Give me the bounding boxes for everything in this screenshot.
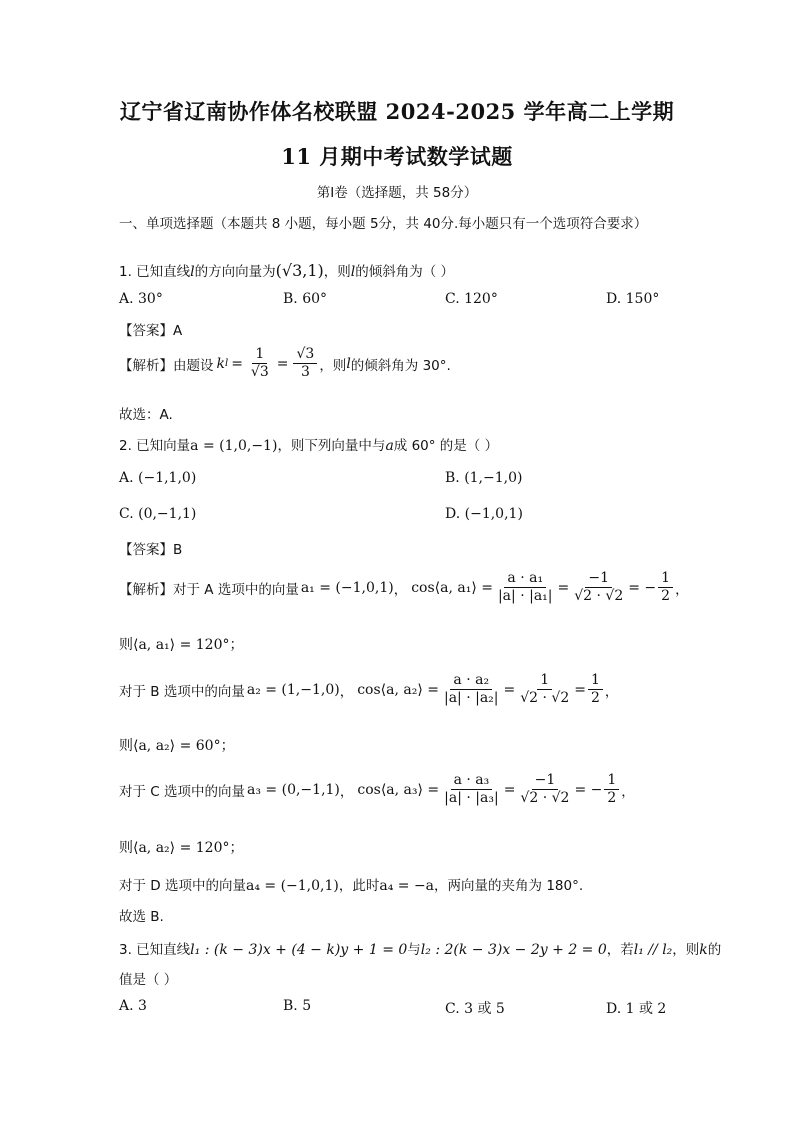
q2-stem-a: 2. 已知向量	[119, 438, 191, 454]
q2-stem-b: ，则下列向量中与	[277, 438, 386, 454]
q2-answer: 【答案】B	[119, 542, 183, 558]
q1-option-a: A. 30°	[119, 291, 163, 307]
q2-b-fraction-3: $\frac{1}{2}$	[588, 672, 603, 707]
q1-var-l: l	[190, 264, 195, 280]
q1-k: k	[216, 355, 225, 372]
q2-stem-c: 成 60° 的是（ ）	[393, 438, 499, 454]
q2-analysis-line-a: 【解析】 对于 A 选项中的向量 a₁ = (−1,0,1) ， cos⟨a, a₁⟩ = $\frac{\text{a · a₁}}{\text{|a| · |a₁|}}$ = $\frac{-1}{√2 \cdot √2}$ = − $\frac{1}{2}$ ，	[119, 570, 689, 604]
q1-option-d: D. 150°	[606, 291, 660, 307]
q1-stem	[119, 260, 454, 280]
q1-stem-d: 的倾斜角为（ ）	[355, 264, 455, 280]
q1-k-sub: l	[224, 358, 229, 369]
q1-stem-c: ，则	[323, 264, 351, 280]
q2-then-b: 则⟨a, a₂⟩ = 60°；	[119, 738, 235, 754]
q2-c-fraction-3: $\frac{1}{2}$	[604, 772, 619, 807]
q3-option-a: A. 3	[119, 998, 147, 1014]
q1-answer: 【答案】A	[119, 323, 183, 339]
q1-analysis-b: ，则	[319, 357, 347, 374]
q2-conclusion: 故选 B.	[119, 909, 164, 925]
q2-then-c: 则⟨a, a₂⟩ = 120°；	[119, 840, 244, 856]
instruction-text: 一、单项选择题（本题共 8 小题，每小题 5分，共 40分.每小题只有一个选项符合要求）	[119, 216, 648, 232]
q2-c-fraction-2: $\frac{-1}{√2 \cdot √2}$	[520, 772, 570, 806]
q2-option-b: B. (1,−1,0)	[445, 470, 523, 486]
q1-var-l-2: l	[350, 264, 356, 280]
q2-a-fraction-3: $\frac{1}{2}$	[658, 570, 673, 605]
q2-analysis-line-d: 对于 D 选项中的向量a₄ = (−1,0,1)，此时a₄ = −a，两向量的夹角为 180°.	[119, 878, 584, 894]
q3-option-b: B. 5	[283, 998, 312, 1014]
q3-option-c: C. 3 或 5	[445, 1001, 505, 1017]
q1-option-c: C. 120°	[445, 291, 498, 307]
q2-stem: 2. 已知向量a = (1,0,−1)，则下列向量中与a成 60° 的是（ ）	[119, 438, 499, 454]
q2-option-c: C. (0,−1,1)	[119, 506, 197, 522]
q1-fraction-2: $\frac{√3}{3}$	[293, 346, 317, 381]
q1-analysis-a: 由题设	[173, 357, 214, 374]
q3-line-2: l₂ : 2(k − 3)x − 2y + 2 = 0	[420, 942, 607, 958]
q3-stem-cont: 值是（ ）	[119, 972, 178, 988]
q2-a-fraction-2: $\frac{-1}{√2 \cdot √2}$	[574, 570, 624, 604]
q1-fraction-1: $\frac{1}{√3}$	[250, 346, 269, 380]
q3-parallel: l₁ // l₂	[633, 942, 673, 958]
q1-direction-vector: (√3,1)	[275, 261, 324, 280]
q2-b-fraction-1: $\frac{\text{a · a₂}}{\text{|a| · |a₂|}}$	[443, 672, 499, 706]
q1-stem-b: 的方向向量为	[194, 264, 276, 280]
q3-line-1: l₁ : (k − 3)x + (4 − k)y + 1 = 0	[190, 942, 408, 958]
q3-stem: 3. 已知直线l₁ : (k − 3)x + (4 − k)y + 1 = 0与l₂ : 2(k − 3)x − 2y + 2 = 0，若l₁ // l₂，则k的	[119, 942, 722, 958]
q3-option-d: D. 1 或 2	[606, 1001, 667, 1017]
q2-option-d: D. (−1,0,1)	[445, 506, 523, 522]
q2-vector-def: a = (1,0,−1)	[190, 438, 278, 454]
q1-analysis-c: 的倾斜角为 30°.	[350, 357, 451, 374]
section-heading: 第Ⅰ卷（选择题，共 58分）	[316, 185, 478, 201]
q2-option-a: A. (−1,1,0)	[119, 470, 197, 486]
q2-analysis-label: 【解析】	[119, 581, 173, 598]
q1-option-b: B. 60°	[283, 291, 328, 307]
q2-b-fraction-2: $\frac{1}{√2 \cdot √2}$	[520, 672, 570, 706]
q1-analysis: 【解析】 由题设 k l = $\frac{1}{√3}$ = $\frac{√3}{3}$ ，则 l 的倾斜角为 30°.	[119, 346, 451, 380]
q2-c-fraction-1: $\frac{\text{a · a₃}}{\text{|a| · |a₃|}}$	[444, 772, 499, 806]
page-subtitle: 11 月期中考试数学试题	[281, 144, 513, 169]
q1-conclusion: 故选：A.	[119, 407, 173, 423]
q2-analysis-line-c: 对于 C 选项中的向量 a₃ = (0,−1,1) ， cos⟨a, a₃⟩ = $\frac{\text{a · a₃}}{\text{|a| · |a₃|}}$ = $\frac{-1}{√2 \cdot √2}$ = − $\frac{1}{2}$ ，	[119, 772, 635, 806]
q2-analysis-line-b: 对于 B 选项中的向量 a₂ = (1,−1,0) ， cos⟨a, a₂⟩ = $\frac{\text{a · a₂}}{\text{|a| · |a₂|}}$ = $\frac{1}{√2 \cdot √2}$ = $\frac{1}{2}$ ，	[119, 672, 619, 706]
q1-analysis-label: 【解析】	[119, 357, 173, 374]
q1-stem-a: 1. 已知直线	[119, 264, 191, 280]
page-title: 辽宁省辽南协作体名校联盟 2024-2025 学年高二上学期	[119, 99, 675, 124]
q2-a-fraction-1: $\frac{\text{a · a₁}}{\text{|a| · |a₁|}}$	[497, 570, 553, 604]
q2-then-a: 则⟨a, a₁⟩ = 120°；	[119, 637, 244, 653]
